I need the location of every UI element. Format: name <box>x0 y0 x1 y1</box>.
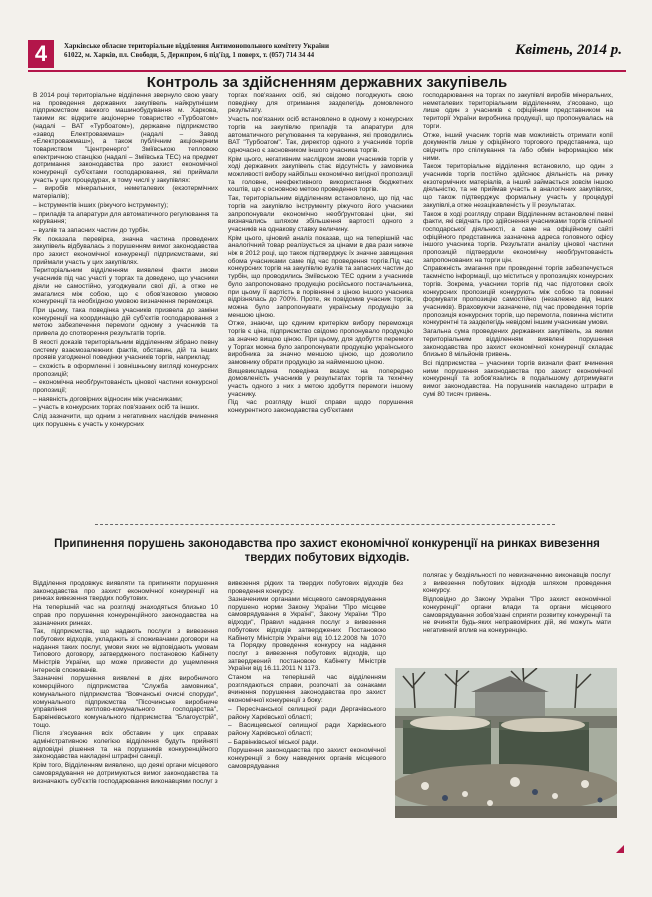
paragraph: Слід зазначити, що одним з негативних наслідків вчинення цих порушень є участь у конкурсних <box>33 413 218 428</box>
paragraph: – Пересічанської селищної ради Дергачівського району Харківської області; <box>228 705 386 721</box>
article2-column-2 <box>228 596 386 776</box>
paragraph: Відповідно до Закону України "Про захист економічної конкуренції" органи влади та органи місцевого самоврядування зобов'язані сприяти розвитку конкуренції та не вчиняти будь-яких неправомірних дій, які можуть мати негативний вплив на конкуренцію. <box>423 596 611 634</box>
paragraph: – схожість в оформленні і зовнішньому вигляді конкурсних пропозицій; <box>33 362 218 378</box>
page-corner-mark <box>616 845 624 853</box>
paragraph: – Барвінківської міської ради. <box>228 738 319 746</box>
paragraph: Під час розгляду іншої справи щодо порушення конкурентного законодавства суб'єктами <box>228 399 413 415</box>
paragraph: Загальна сума проведених державних закупівель, за якими територіальним відділенням виявлені порушення законодавства про захист економічної конкуренції складає близько 8 мільйонів гривень. <box>423 328 613 359</box>
paragraph: Крім того, Відділенням виявлено, що деякі органи місцевого самоврядування не дотримуються вимог законодавства та визначають суб'єктів господарювання виконавцями послуг з <box>33 762 218 785</box>
paragraph: В 2014 році територіальне відділення звернуло свою увагу на проведення державних закупівель найкрупнішим підприємством важкого машинобудування м. Харкова, такими як: відкрите акціонерне товариство «Турбоатом» (надалі – ВАТ «Турбоатом»), державне підприємство «завод Електроважмаш» (надалі – Завод «Електроважмаш»), а також публічним акціонерним товариством "Центренерго" Зміївською тепловою електричною станцією (надалі – Зміївська ТЕС) на предмет дотримання законодавства про захист економічної конкуренції суб'єктами господарювання, які приймали участь у цих процедурах, в тому числі у закупівлях: <box>33 92 218 184</box>
organization-info <box>64 42 484 60</box>
paragraph: Після з'ясування всіх обставин у цих справах адміністративною колегією відділення будуть прийняті відповідні рішення та на порушників конкуренційного законодавства накладені штрафні санкції. <box>33 730 218 761</box>
paragraph: Отже, інший учасник торгів мав можливість отримати копії документів лише у офіційного торгового представника, що свідчить про спілкування та /або обмін інформацією між ними. <box>423 131 613 162</box>
paragraph: Крім цього, негативним наслідком змови учасників торгів у ході державних закупівель стає відсутність у замовника можливості вибору найбільш економічно вигідної пропозиції та головне, неефективного використання бюджетних коштів, що є основною метою проведення торгів. <box>228 155 413 194</box>
paragraph: При цьому, така поведінка учасників призвела до заміни конкуренції на координацію дій суб'єктів господарювання з метою забезпечення перемоги одному з учасників та привела до спотворення результатів торгів. <box>33 306 218 338</box>
paragraph: Станом на теперішній час відділенням розглядаються справи, розпочаті за ознаками вчинення порушення законодавства про захист економічної конкуренції з боку: <box>228 674 386 705</box>
paragraph: На теперішній час на розгляді знаходяться близько 10 справ про порушення конкуренційного законодавства на зазначених ринках. <box>33 604 218 627</box>
paragraph: Відділення продовжує виявляти та припиняти порушення законодавства про захист економічної конкуренції на ринках вивезення твердих побутових. <box>33 580 218 603</box>
paragraph: – виробів мінеральних, неметалевих (екзотермічних матеріалів); <box>33 185 218 201</box>
article2-column-1 <box>33 580 218 815</box>
header-rule <box>28 70 626 72</box>
paragraph: вивезення рідких та твердих побутових відходів без проведення конкурсу. <box>228 580 403 595</box>
paragraph: Також в ході розгляду справи Відділенням встановлені певні факти, які свідчать про здійснення учасниками торгів спільної господарської діяльності, а саме на офіційному сайті офіційного представника зазначена адреса головного офісу іншого учасника торгів. Результати аналізу цінової частини пропозицій підтвердили економічну необґрунтованість запропонованих на торги цін. <box>423 210 613 264</box>
article2-column-3 <box>423 572 611 662</box>
paragraph: Як показала перевірка, значна частина проведених закупівель відбувалась з порушенням вимог законодавства про захист економічної конкуренції підприємствами, які приймали участь у цих закупівлях. <box>33 235 218 266</box>
article1-column-2 <box>228 92 413 532</box>
paragraph: Вищевикладена поведінка вказує на попередню домовленість учасників у результатах торгів та технічну участь одного з них з метою здобуття перемоги іншому учаснику. <box>228 367 413 398</box>
paragraph: – інструментів інших (ріжучого інструменту); <box>33 201 169 209</box>
page-number: 4 <box>28 40 54 68</box>
article1-column-1 <box>33 92 218 532</box>
org-address: 61022, м. Харків, пл. Свободи, 5, Держпром, 6 під'їзд, 1 поверх, т. (057) 714 34 44 <box>64 51 315 59</box>
issue-date: Квітень, 2014 р. <box>515 42 622 58</box>
paragraph: Крім цього, ціновий аналіз показав, що на теперішній час аналогічний товар реалізується за цінами в два рази нижче ніж в 2012 році, що також підтверджує їх значне завищення обома учасниками саме під час проведення торгів.Під час конкурсних торгів на закупівлю вузлів та запасних частин до турбін, що проводились Зміївською ТЕС одним з учасників було запропоновано продукцію російського постачальника, при цьому її вартість в порівнянні з ціною іншого учасника відрізнялась до 700%. Проте, як повідомив учасник торгів, можна було запропонувати українську продукцію за меншою ціною. <box>228 234 413 319</box>
paragraph: – участь в конкурсних торгах пов'язаних осіб та інших. <box>33 404 200 412</box>
paragraph: Так, підприємства, що надають послуги з вивезення побутових відходів, укладають зі споживачами договори на надання таких послуг, умови яких не відповідають умовам Типового договору, затвердженого постановою Кабінету Міністрів України, що може призвести до ущемлення інтересів споживачів. <box>33 628 218 674</box>
paragraph: господарювання на торгах по закупівлі виробів мінеральних, неметалевих територіальним відділенням, з'ясовано, що лише один з учасників є офіційним представником на території України виробника продукції, що пропонувалась на торги. <box>423 92 613 130</box>
org-name: Харківське обласне територіальне відділення Антимонопольного комітету України <box>64 42 329 50</box>
paragraph: Територіальним відділенням виявлені факти змови учасників під час участі у торгах та доведено, що учасники діяли не самостійно, узгоджували свої дії, а отже не змагалися між собою, що є обов'язковою умовою конкуренції та необхідною умовою визначення переможця. <box>33 267 218 306</box>
paragraph: Зазначеними органами місцевого самоврядування порушено норми Закону України "Про місцеве самоврядування в Україні", Закону України "Про відходи", Правил надання послуг з вивезення побутових відходів затверджених Постановою Кабінету Міністрів України від 10.12.2008 № 1070 та Порядку проведення конкурсу на надання послуг з вивезення побутових відходів, що затверджений постановою Кабінету Міністрів України від 16.11.2011 N 1173. <box>228 596 386 673</box>
paragraph: В якості доказів територіальним відділенням зібрано певну систему взаємозалежних фактів, обставин, дій та інших проявів узгодженої поведінки учасників торгів, наприклад: <box>33 338 218 362</box>
paragraph: полягає у бездіяльності по невизначенню виконавців послуг з вивезення побутових відходів шляхом проведення конкурсу. <box>423 572 611 595</box>
paragraph: Отже, знаючи, що єдиним критерієм вибору переможця торгів є ціна, підприємство свідомо пропонувало продукцію за значно вищою ціною. При цьому, для здобуття перемоги у Торгах можна було запропонувати продукцію українського виробника за значно меншою ціною, що дозволило замовнику обрати продукцію за найменшою ціною. <box>228 320 413 366</box>
article1-column-3 <box>423 92 613 512</box>
garbage-containers-photo <box>395 668 617 818</box>
paragraph: – наявність договірних відносин між учасниками; <box>33 395 183 403</box>
paragraph: Так, територіальним відділенням встановлено, що під час торгів на закупівлю інструменту ріжучого його учасники запропонували економічно необґрунтовані ціни, які визначались шляхом збільшення вартості одного з учасників на однакову ставку величину. <box>228 195 413 233</box>
article2-title: Припинення порушень законодавства про захист економічної конкуренції на ринках вивезення твердих побутових відходів. <box>54 538 600 564</box>
paragraph: Порушення законодавства про захист економічної конкуренції з боку наведених органів місцевого самоврядування <box>228 747 386 770</box>
article-separator <box>95 524 555 525</box>
paragraph: Всі підприємства – учасники торгів визнали факт вчинення ними порушення законодавства про захист економічної конкуренції та зобов'язались в подальшому дотримувати вимог законодавства. На порушників накладено штрафи в сумі 80 тисяч гривень. <box>423 359 613 398</box>
paragraph: Справжність змагання при проведенні торгів забезпечується таємністю інформації, що міститься у пропозиціях конкурсних торгів. Зокрема, учасники торгів під час підготовки своїх конкурсних пропозицій конкурують між собою та повинні формувати пропозицію самостійно (незалежно від інших учасників). Враховуючи зазначене, під час проведення торгів пропозиція конкурсних торгів, що перемогла, повинна містити конкурентні та зазделегідь невідомі іншим учасникам умови. <box>423 265 613 327</box>
paragraph: Участь пов'язаних осіб встановлено в одному з конкурсних торгів на закупівлю приладів та апаратури для автоматичного регулювання та керування, які проводились ВАТ "Турбоатом". Так, директор одного з учасників торгів одночасно є засновником іншого учасника торгів. <box>228 116 413 154</box>
paragraph: Також територіальне відділення встановило, що один з учасників торгів постійно здійснює діяльність на ринку екзотермічних матеріалів, а інший займається зовсім іншою діяльністю, та не приймав участь в аналогічних закупівлях, що також підтверджує формальну участь у процедурі закупівлі,а отже незацікавленість у її результатах. <box>423 163 613 209</box>
paragraph: – Васищевської селищної ради Харківського району Харківської області; <box>228 722 386 737</box>
paragraph: – економічна необґрунтованість цінової частини конкурсної пропозиції; <box>33 379 218 395</box>
paragraph: торгах пов'язаних осіб, які свідомо погоджують свою поведінку для отримання зазделегідь домовленого результату. <box>228 92 413 115</box>
article1-title: Контроль за здійсненням державних закупівель <box>146 74 508 91</box>
page-header <box>28 40 626 70</box>
paragraph: – вузлів та запасних частин до турбін. <box>33 226 150 234</box>
photo-illustration <box>395 668 617 818</box>
paragraph: Зазначені порушення виявлені в діях виробничого комерційного підприємства "Служба замовника", комунального підприємства "Вовчанські очисні споруди", комунального підприємства "Пісочинське виробниче управління житлово-комунального господарства", Барвінківського комунального підприємства "Благоустрій", тощо. <box>33 675 218 729</box>
paragraph: – приладів та апаратури для автоматичного регулювання та керування; <box>33 210 218 226</box>
